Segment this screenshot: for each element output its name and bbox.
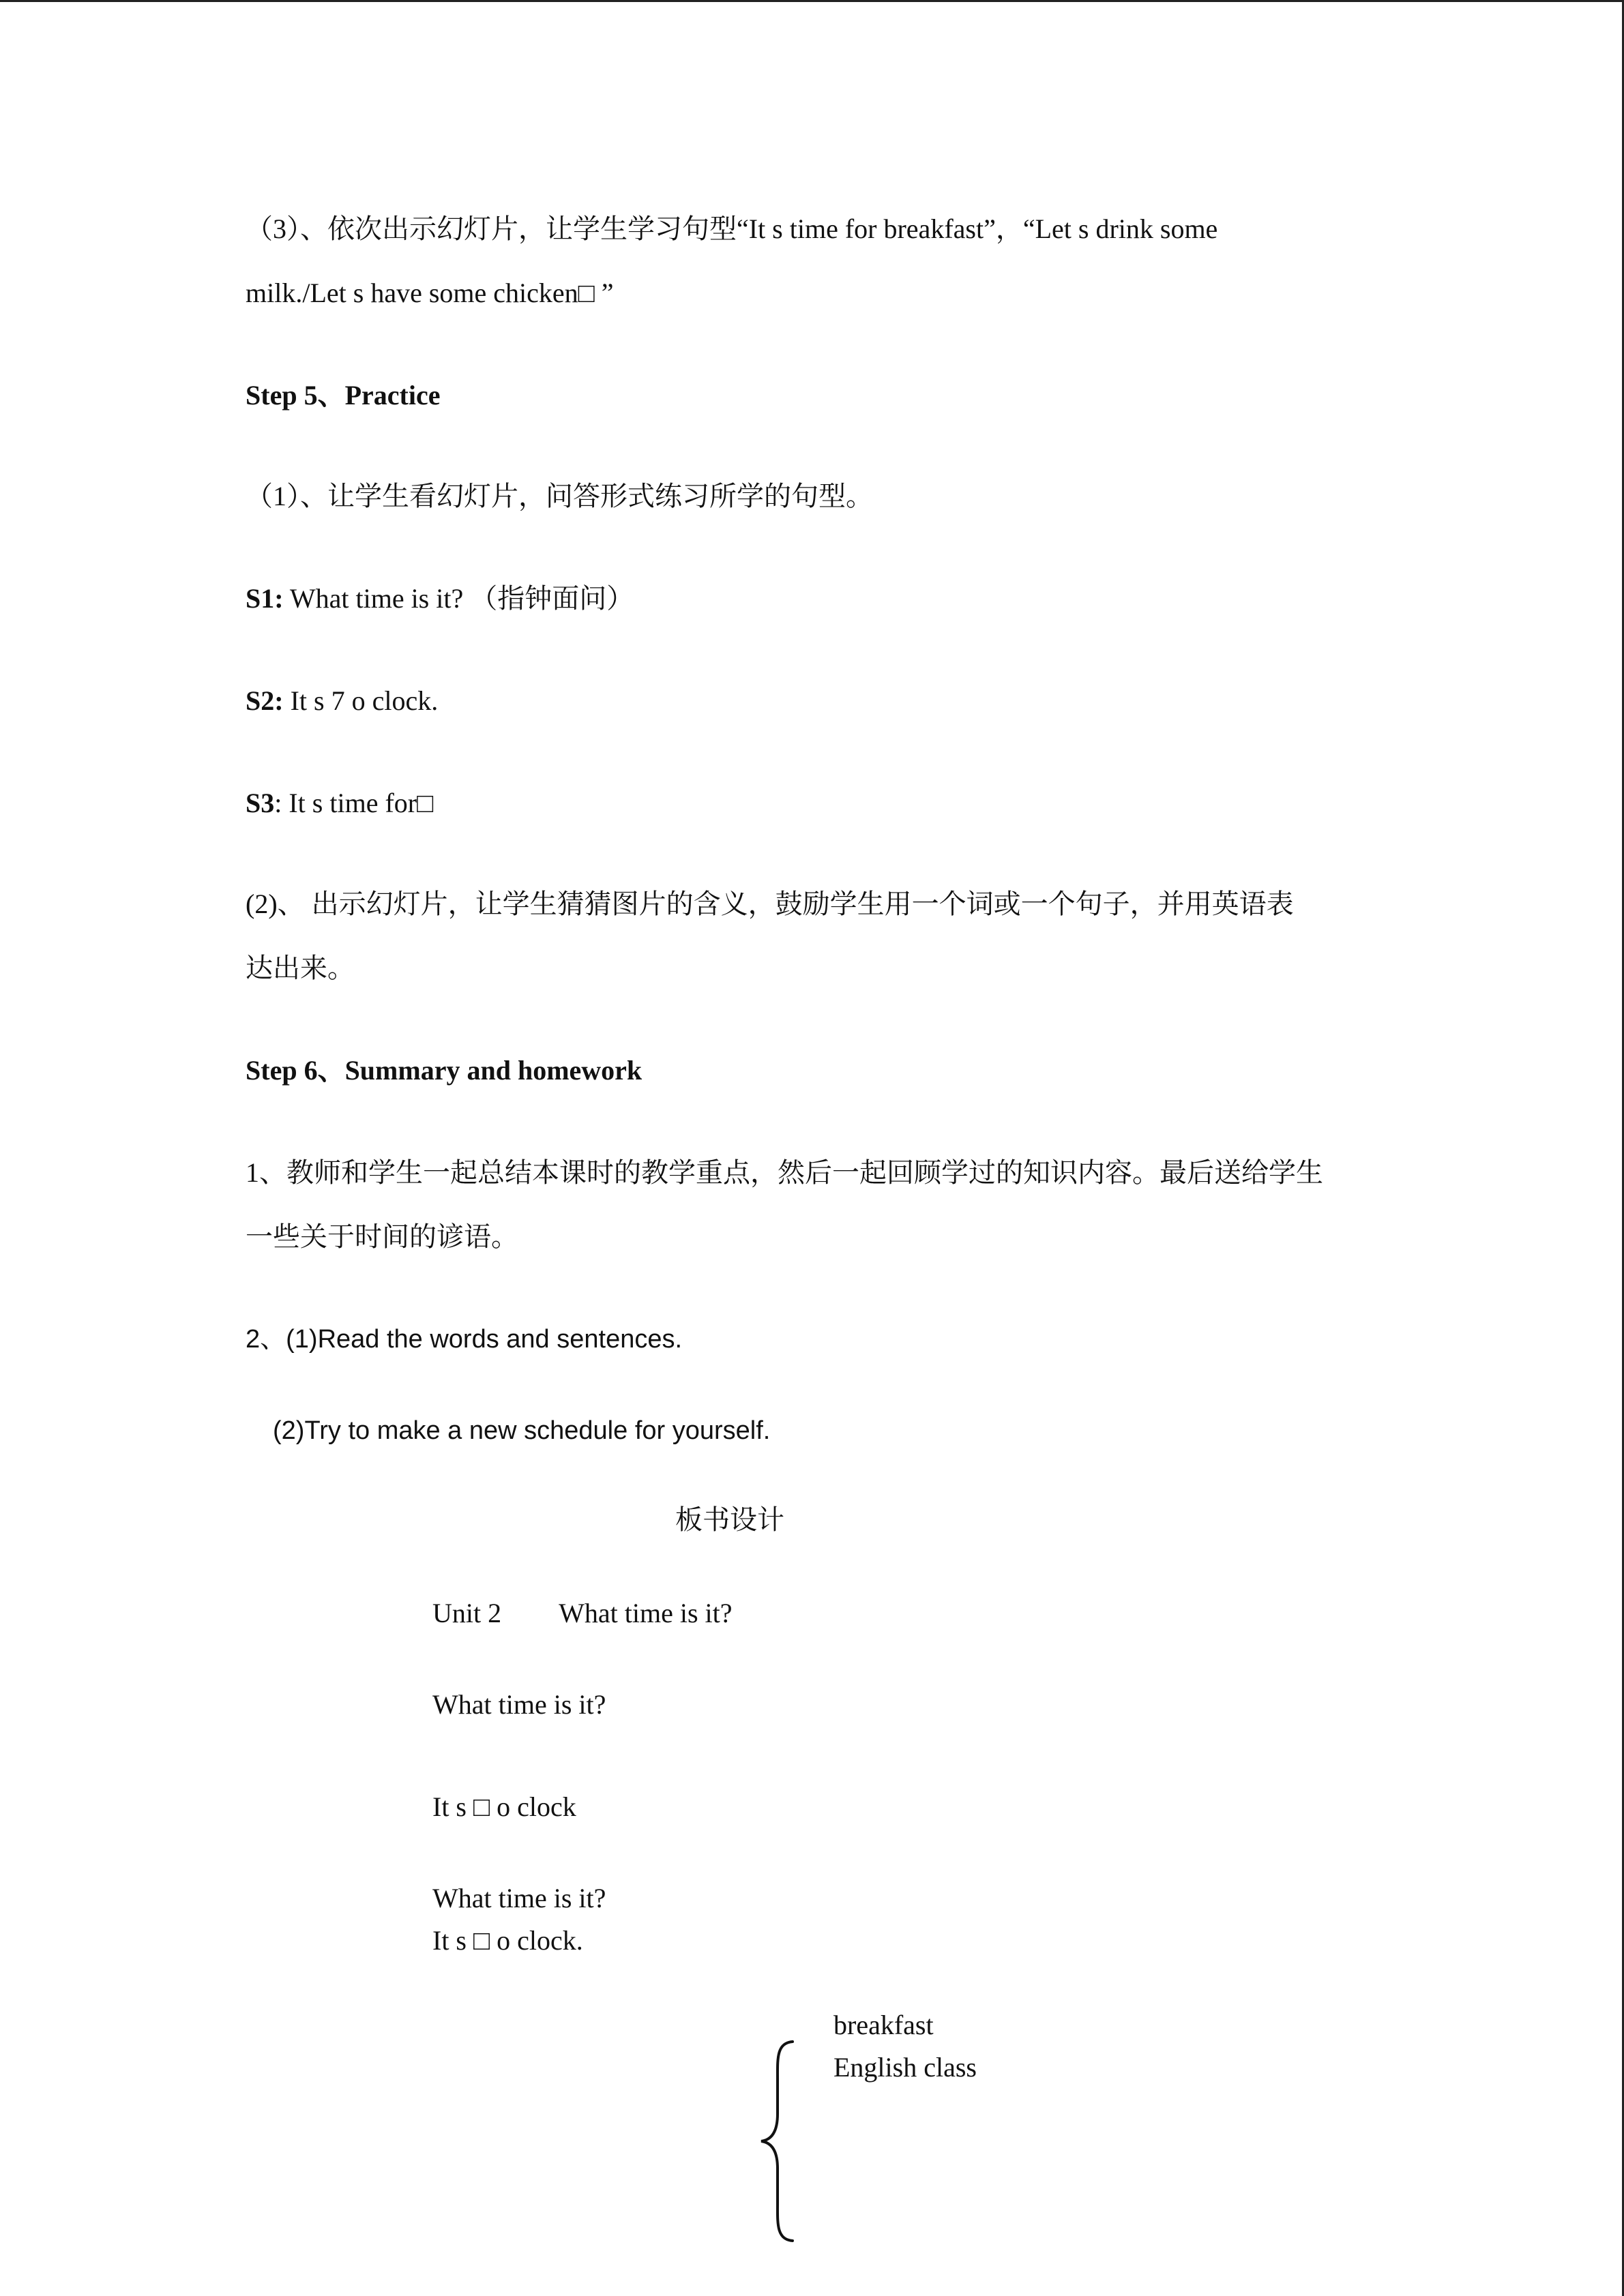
board-unit-title: What time is it?: [559, 1598, 733, 1628]
summary-line-1: 1、教师和学生一起总结本课时的教学重点，然后一起回顾学过的知识内容。最后送给学生: [246, 1157, 1323, 1188]
paragraph-3-line-1: （3）、依次出示幻灯片，让学生学习句型“It s time for breakfast”，“Let s drink some: [246, 213, 1218, 244]
curly-brace-icon: [757, 2039, 798, 2243]
board-answer-1: It s □ o clock: [432, 1791, 576, 1822]
step-6-heading: Step 6、Summary and homework: [246, 1055, 643, 1086]
brace-item-english-class: English class: [833, 2052, 977, 2083]
s2-label: S2:: [246, 685, 284, 716]
board-unit: Unit 2: [432, 1598, 502, 1628]
brace-item-breakfast: breakfast: [833, 2010, 934, 2040]
s1-label: S1:: [246, 583, 284, 614]
practice-item-1: （1）、让学生看幻灯片，问答形式练习所学的句型。: [246, 481, 873, 511]
s2-text: It s 7 o clock.: [283, 685, 439, 716]
paragraph-3-line-2: milk./Let s have some chicken□ ”: [246, 278, 614, 308]
s1-text: What time is it? （指钟面问）: [283, 583, 634, 614]
board-question-1: What time is it?: [432, 1689, 606, 1720]
dialogue-s3: [246, 787, 433, 820]
practice-item-2-line-2: 达出来。: [246, 953, 355, 983]
step-5-heading: Step 5、Practice: [246, 380, 441, 411]
s3-text: : It s time for□: [274, 788, 434, 818]
board-unit-line: [432, 1597, 733, 1630]
dialogue-s1: [246, 582, 634, 615]
homework-item-2: (2)Try to make a new schedule for yourself.: [273, 1416, 771, 1445]
board-answer-2: It s □ o clock.: [432, 1925, 583, 1956]
homework-item-1: 2、(1)Read the words and sentences.: [246, 1325, 683, 1354]
practice-item-2-line-1: (2)、 出示幻灯片，让学生猜猜图片的含义，鼓励学生用一个词或一个句子，并用英语表: [246, 889, 1294, 919]
summary-line-2: 一些关于时间的谚语。: [246, 1221, 518, 1252]
s3-label: S3: [246, 788, 275, 818]
dialogue-s2: [246, 685, 438, 717]
board-design-title: 板书设计: [675, 1504, 784, 1535]
board-question-2: What time is it?: [432, 1883, 606, 1913]
page-border-top: [0, 0, 1624, 2]
